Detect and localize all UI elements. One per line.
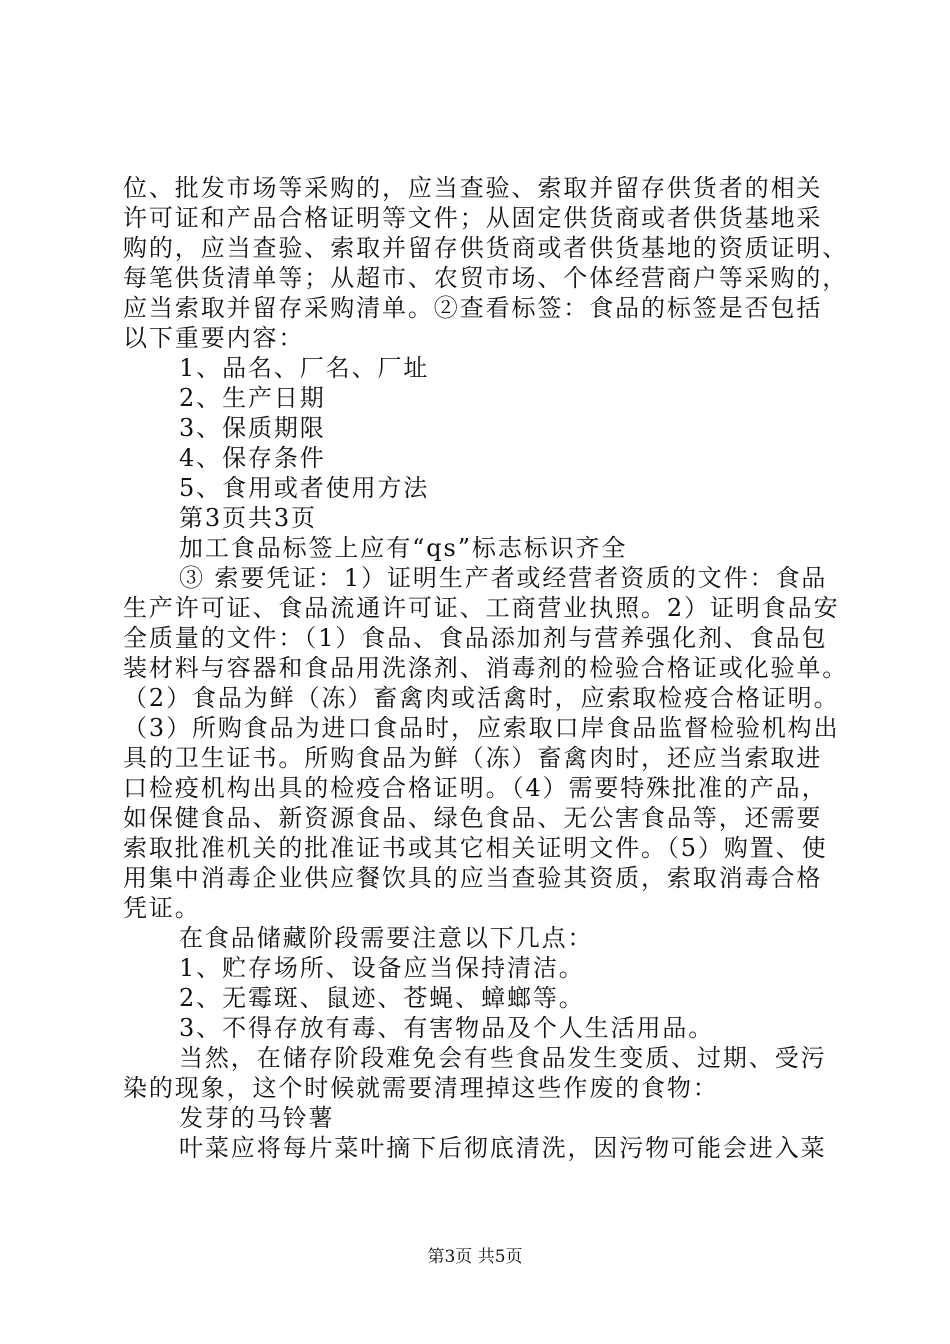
text-line: （2）食品为鲜（冻）畜禽肉或活禽时，应索取检疫合格证明。: [123, 684, 840, 712]
text-line: 染的现象，这个时候就需要清理掉这些作废的食物：: [123, 1074, 719, 1102]
text-line: 位、批发市场等采购的，应当查验、索取并留存供货者的相关: [123, 174, 823, 202]
text-line: 每笔供货清单等；从超市、农贸市场、个体经营商户等采购的，: [123, 264, 849, 292]
text-line: 全质量的文件：（1）食品、食品添加剂与营养强化剂、食品包: [123, 624, 828, 652]
text-line: 加工食品标签上应有“qs”标志标识齐全: [179, 534, 628, 562]
text-line: 生产许可证、食品流通许可证、工商营业执照。2）证明食品安: [123, 594, 840, 622]
text-line: 如保健食品、新资源食品、绿色食品、无公害食品等，还需要: [123, 804, 823, 832]
text-line: 以下重要内容：: [123, 324, 305, 352]
page-footer: 第3页 共5页: [427, 1247, 523, 1267]
inline-page-note: 第3页共3页: [179, 504, 317, 532]
text-line: 应当索取并留存采购清单。②查看标签：食品的标签是否包括: [123, 294, 823, 322]
list-item: 1、贮存场所、设备应当保持清洁。: [179, 954, 585, 982]
list-item: 3、不得存放有毒、有害物品及个人生活用品。: [179, 1014, 715, 1042]
text-line: 当然，在储存阶段难免会有些食品发生变质、过期、受污: [179, 1044, 827, 1072]
text-line: 装材料与容器和食品用洗涤剂、消毒剂的检验合格证或化验单。: [123, 654, 849, 682]
text-line: 许可证和产品合格证明等文件；从固定供货商或者供货基地采: [123, 204, 823, 232]
text-line: 具的卫生证书。所购食品为鲜（冻）畜禽肉时，还应当索取进: [123, 744, 823, 772]
text-line: 凭证。: [123, 894, 201, 922]
text-line: 索取批准机关的批准证书或其它相关证明文件。（5）购置、使: [123, 834, 828, 862]
list-item: 1、品名、厂名、厂址: [179, 354, 430, 382]
text-line: 叶菜应将每片菜叶摘下后彻底清洗，因污物可能会进入菜: [179, 1134, 827, 1162]
document-body: [123, 173, 849, 1163]
text-line: 口检疫机构出具的检疫合格证明。（4）需要特殊批准的产品，: [123, 774, 828, 802]
list-item: 5、食用或者使用方法: [179, 474, 430, 502]
text-line: 用集中消毒企业供应餐饮具的应当查验其资质，索取消毒合格: [123, 864, 823, 892]
list-item: 4、保存条件: [179, 444, 326, 472]
list-item: 2、生产日期: [179, 384, 326, 412]
text-line: 发芽的马铃薯: [179, 1104, 335, 1132]
list-item: 2、无霉斑、鼠迹、苍蝇、蟑螂等。: [179, 984, 585, 1012]
text-line: （3）所购食品为进口食品时，应索取口岸食品监督检验机构出: [123, 714, 840, 742]
text-line: ③ 索要凭证：1）证明生产者或经营者资质的文件：食品: [179, 564, 828, 592]
list-item: 3、保质期限: [179, 414, 326, 442]
text-line: 购的，应当查验、索取并留存供货商或者供货基地的资质证明、: [123, 234, 849, 262]
text-line: 在食品储藏阶段需要注意以下几点：: [179, 924, 594, 952]
